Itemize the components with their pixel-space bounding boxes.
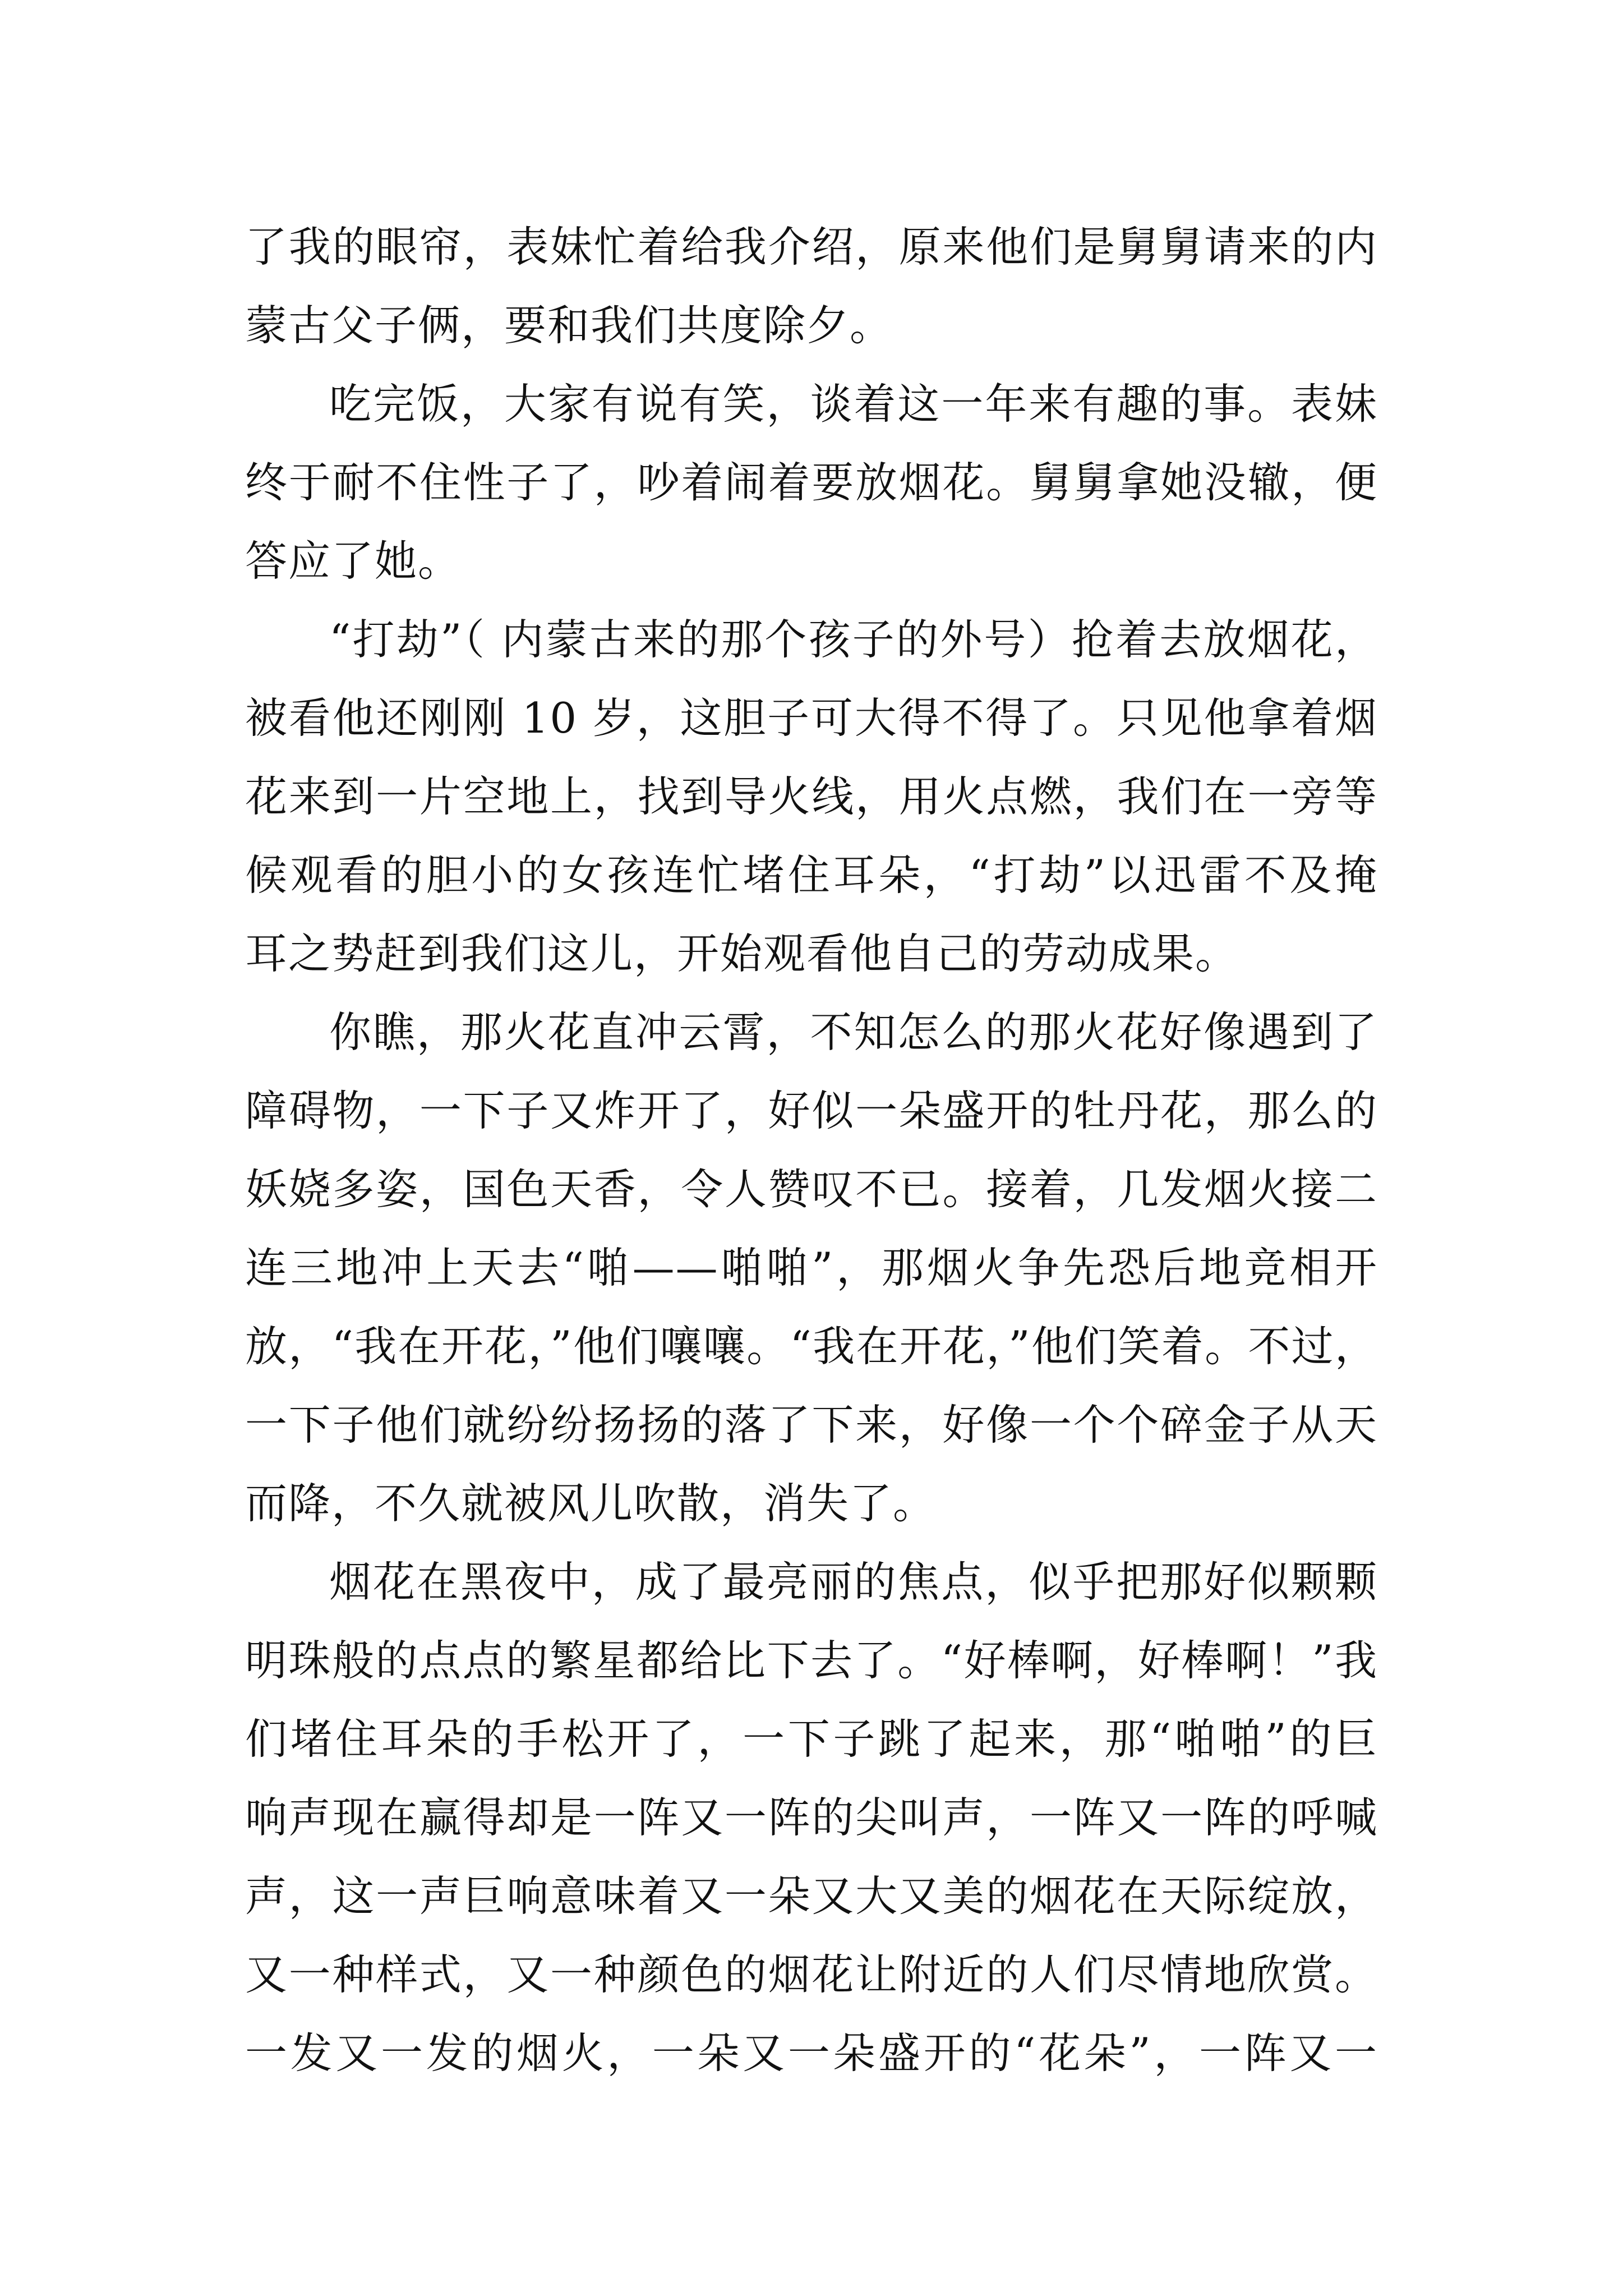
text-line: “打劫”（ 内蒙古来的那个孩子的外号）抢着去放烟花， — [329, 615, 1378, 664]
text-line: 一发又一发的烟火，一朵又一朵盛开的“花朵”，一阵又一 — [245, 2028, 1378, 2078]
text-line: 明珠般的点点的繁星都给比下去了。“好棒啊，好棒啊！”我 — [245, 1636, 1378, 1685]
text-line: 而降，不久就被风儿吹散，消失了。 — [245, 1479, 937, 1528]
text-line: 妖娆多姿，国色天香，令人赞叹不已。接着，几发烟火接二 — [245, 1165, 1378, 1214]
text-line: 答应了她。 — [245, 536, 462, 586]
paragraph-1 — [245, 208, 1378, 365]
text-line: 一下子他们就纷纷扬扬的落了下来，好像一个个碎金子从天 — [245, 1400, 1378, 1450]
text-line: 你瞧，那火花直冲云霄，不知怎么的那火花好像遇到了 — [329, 1007, 1378, 1057]
paragraph-4 — [245, 993, 1378, 1543]
text-line: 蒙古父子俩，要和我们共度除夕。 — [245, 301, 893, 350]
paragraph-2 — [245, 365, 1378, 600]
text-line: 耳之势赶到我们这儿，开始观看他自己的劳动成果。 — [245, 929, 1239, 978]
text-line: 烟花在黑夜中，成了最亮丽的焦点，似乎把那好似颗颗 — [329, 1557, 1378, 1607]
text-line: 们堵住耳朵的手松开了，一下子跳了起来，那“啪啪”的巨 — [245, 1714, 1378, 1764]
text-line: 又一种样式，又一种颜色的烟花让附近的人们尽情地欣赏。 — [245, 1950, 1378, 1999]
text-line: 连三地冲上天去“啪——啪啪”，那烟火争先恐后地竞相开 — [245, 1243, 1378, 1292]
text-line: 吃完饭，大家有说有笑，谈着这一年来有趣的事。表妹 — [329, 379, 1378, 429]
text-line: 声，这一声巨响意味着又一朵又大又美的烟花在天际绽放， — [245, 1871, 1378, 1921]
text-line: 了我的眼帘，表妹忙着给我介绍，原来他们是舅舅请来的内 — [245, 222, 1378, 272]
text-line: 终于耐不住性子了，吵着闹着要放烟花。舅舅拿她没辙，便 — [245, 458, 1378, 507]
text-line: 障碍物，一下子又炸开了，好似一朵盛开的牡丹花，那么的 — [245, 1086, 1378, 1135]
text-line: 放，“我在开花，”他们嚷嚷。“我在开花，”他们笑着。不过， — [245, 1322, 1378, 1371]
text-line: 响声现在赢得却是一阵又一阵的尖叫声，一阵又一阵的呼喊 — [245, 1793, 1378, 1842]
text-line: 被看他还刚刚 10 岁，这胆子可大得不得了。只见他拿着烟 — [245, 693, 1378, 743]
paragraph-5 — [245, 1543, 1378, 2092]
text-line: 花来到一片空地上，找到导火线，用火点燃，我们在一旁等 — [245, 772, 1378, 821]
paragraph-3 — [245, 600, 1378, 993]
document-body — [245, 208, 1378, 2092]
text-line: 候观看的胆小的女孩连忙堵住耳朵，“打劫”以迅雷不及掩 — [245, 850, 1378, 900]
